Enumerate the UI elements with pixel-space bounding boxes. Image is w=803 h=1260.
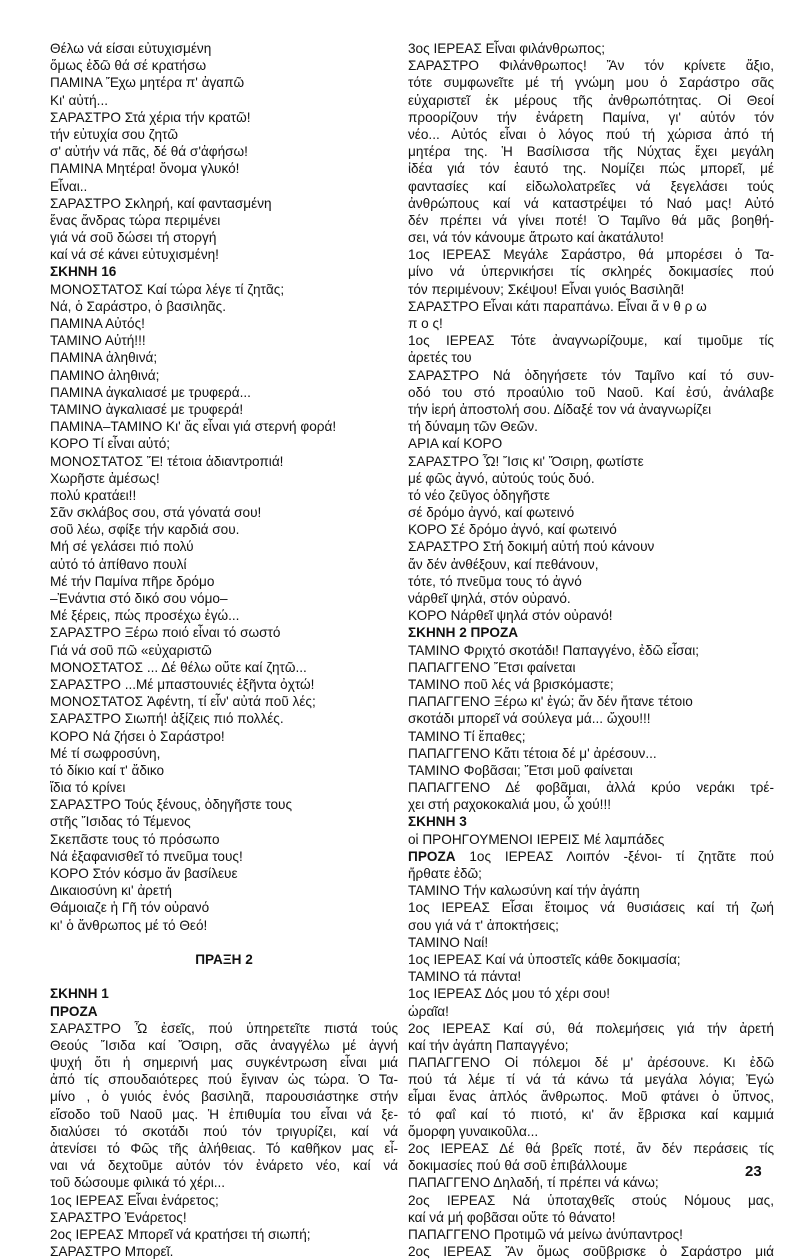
text-line: τήν ἱερή ἀποστολή σου. Δίδαξέ τον νά ἀναγνωρίζει [408,401,712,417]
text-line: ΠΑΜΙΝΑ Μητέρα! ὄνομα γλυκό! [50,161,240,177]
text-line: ΑΡΙΑ καί ΚΟΡΟ [408,436,503,452]
text-line: αὐτό τό ἀπίθανο πουλί [50,556,187,572]
text-line: Μέ τήν Παμίνα πῆρε δρόμο [50,573,215,589]
text-line: –Ἐνάντια στό δικό σου νόμο– [50,591,228,606]
text-line: ΣΑΡΑΣΤΡΟ Ξέρω ποιό εἶναι τό σωστό [50,625,281,641]
text-line: Δικαιοσύνη κι' ἀρετή [50,883,172,899]
text-line: 3ος ΙΕΡΕΑΣ Εἶναι φιλάνθρωπος; [408,41,606,56]
inline-heading: ΠΡΟΖΑ [408,848,456,864]
text-line: ἀρετές του [408,350,472,366]
text-line: ναι νά δεχτοῦμε αὐτόν τόν ἐνάρετο νέο, καί νά [50,1158,398,1174]
text-line: πολύ κρατάει!! [50,487,137,503]
text-line: ΠΑΜΙΝΟ ἀληθινά; [50,367,160,383]
text-line: 1ος ΙΕΡΕΑΣ Τότε ἀναγνωρίζουμε, καί τιμοῦμε τίς [408,333,774,349]
text-line: 1ος ΙΕΡΕΑΣ Εἶναι ἐνάρετος; [50,1192,219,1208]
text-line: εὐχαριστεῖ ἐκ μέρους τῆς ἀνθρωπότητας. Οἱ Θεοί [408,92,774,108]
text-line: ἤρθατε ἐδῶ; [408,866,482,881]
text-line: ΣΑΡΑΣΤΡΟ Στά χέρια τήν κρατῶ! [50,109,251,125]
right-text-column [408,40,774,1260]
text-line: ἄν δέν ἀνθέξουν, καί πεθάνουν, [408,556,599,572]
text-line: νάρθεῖ ψηλά, στόν οὐρανό. [408,591,571,606]
text-line: τό δίκιο καί τ' ἄδικο [50,762,165,778]
text-line: ΠΑΜΙΝΑ Αὐτός! [50,316,145,331]
text-line: ἀνθρώπους καί νά καταστρέψει τό Ναό μας! Αὐτό [408,195,774,211]
text-line: 2ος ΙΕΡΕΑΣ Νά ὑποταχθεῖς στούς Νόμους μας, [408,1192,774,1208]
text-line: ΣΑΡΑΣΤΡΟ Μπορεῖ. [50,1244,174,1260]
text-line: τότε, τό πνεῦμα τους τό ἀγνό [408,573,582,589]
text-line: ὅμως ἐδῶ θά σέ κρατήσω [50,58,207,74]
text-line: ΣΑΡΑΣΤΡΟ Ὦ! Ἴσις κι' Ὄσιρη, φωτίστε [408,453,644,469]
text-line: σου γιά νά τ' ἀποκτήσεις; [408,917,559,933]
section-heading: ΣΚΗΝΗ 16 [50,264,117,280]
text-line: ἰδέα γιά τόν ἑαυτό της. Νομίζει πώς μπορεῖ, μέ [408,161,774,177]
text-line: οἱ ΠΡΟΗΓΟΥΜΕΝΟΙ ΙΕΡΕΙΣ Μέ λαμπάδες [408,831,665,847]
text-line: ΠΑΠΑΓΓΕΝΟ Ξέρω κι' ἐγώ; ἄν δέν ἤτανε τέτοιο [408,694,693,710]
section-heading: ΠΡΑΞΗ 2 [195,951,253,967]
text-line: ΜΟΝΟΣΤΑΤΟΣ Ἔ! τέτοια ἀδιαντροπιά! [50,453,284,469]
text-line: ΣΑΡΑΣΤΡΟ Τούς ξένους, ὀδηγῆστε τους [50,797,293,813]
text-line: ΠΑΠΑΓΓΕΝΟ Οἱ πόλεμοι δέ μ' ἀρέσουνε. Κι ἐδῶ [408,1055,774,1071]
text-line: καί τήν ἀγάπη Παπαγγένο; [408,1037,569,1053]
text-line: δοκιμασίες πού θά σοῦ ἐπιβάλλουμε [408,1158,628,1174]
text-line: ΠΑΜΙΝΑ Ἔχω μητέρα π' ἀγαπῶ [50,75,245,91]
text-line: ΣΑΡΑΣΤΡΟ Ἐνάρετος! [50,1209,187,1225]
text-line: καί νά μή φοβᾶσαι οὔτε τό θάνατο! [408,1209,616,1225]
text-line: ΚΟΡΟ Νά ζήσει ὁ Σαράστρο! [50,728,225,744]
text-line: ὄμορφη γυναικοῦλα... [408,1123,539,1139]
text-line: μητέρα της. Ἡ Βασίλισσα τῆς Νύχτας ἔχει μεγάλη [408,144,774,160]
text-line: ΣΑΡΑΣΤΡΟ ...Μέ μπαστουνιές ἑξῆντα ὀχτώ! [50,676,315,692]
text-line: Κι' αὐτή... [50,92,109,108]
text-line: ΜΟΝΟΣΤΑΤΟΣ Καί τώρα λέγε τί ζητᾶς; [50,281,285,297]
text-line: ΠΑΜΙΝΑ–ΤΑΜΙΝΟ Κι' ἄς εἶναι γιά στερνή φορά! [50,419,337,435]
text-line: φαντασίες καί εἰδωλολατρεῖες νά ξεγελάσει τούς [408,178,774,194]
text-line: ΤΑΜΙΝΟ Αὐτή!!! [50,333,146,349]
text-line: τό φαΐ καί τό πιοτό, κι' ἄν ἔβρισκα καί καμμιά [408,1106,774,1122]
text-line: προορίζουν τήν ἐνάρετη Παμίνα, γι' αὐτόν τόν [408,109,774,125]
text-line: 1ος ΙΕΡΕΑΣ Καί νά ὑποστεῖς κάθε δοκιμασία; [408,951,681,967]
text-line: γιά νά σοῦ δώσει τή στοργή [50,230,217,246]
text-line: τότε συμφωνεῖτε μέ τή γνώμη μου ὁ Σαράστρο σᾶς [408,75,774,91]
text-line: ΤΑΜΙΝΟ τά πάντα! [408,969,522,985]
text-line [50,968,398,985]
text-line: Μέ ξέρεις, πώς προσέχω ἐγώ... [50,608,240,624]
text-line: ΚΟΡΟ Σέ δρόμο ἀγνό, καί φωτεινό [408,522,617,538]
text-line: ΣΑΡΑΣΤΡΟ Εἶναι κάτι παραπάνω. Εἶναι ἄ ν θ ρ ω [408,298,707,314]
text-line: ΣΑΡΑΣΤΡΟ Ὦ ἐσεῖς, πού ὑπηρετεῖτε πιστά τούς [50,1020,398,1036]
text-line: ΚΟΡΟ Τί εἶναι αὐτό; [50,436,171,452]
text-line: εἶμαι ἕνας ἁπλός ἄνθρωπος. Μοῦ φτάνει ὁ ὕπνος, [408,1089,774,1105]
text-line: ΜΟΝΟΣΤΑΤΟΣ ... Δέ θέλω οὔτε καί ζητῶ... [50,659,307,675]
text-line: 2ος ΙΕΡΕΑΣ Μπορεῖ νά κρατήσει τή σιωπή; [50,1226,311,1242]
text-line: Σᾶν σκλάβος σου, στά γόνατά σου! [50,505,262,521]
text-line: ψυχή ὅτι ἡ σημερινή μας συγκέντρωση εἶναι μιά [50,1055,398,1071]
text-line: ΤΑΜΙΝΟ ποῦ λές νά βρισκόμαστε; [408,676,614,692]
text-line: ἕνας ἄνδρας τώρα περιμένει [50,212,221,228]
text-line: Εἶναι.. [50,178,88,194]
text-line: ΠΑΠΑΓΓΕΝΟ Κἄτι τέτοια δέ μ' ἀρέσουν... [408,745,657,761]
section-heading: ΣΚΗΝΗ 1 [50,986,109,1002]
text-line: ΠΑΠΑΓΓΕΝΟ Δέ φοβᾶμαι, ἀλλά κρύο νεράκι τρέ- [408,780,774,796]
text-line: ἀτενίσει τό Φῶς τῆς ἀλήθειας. Τό καθῆκον μας εἶ- [50,1141,398,1156]
text-line: σει, νά τόν κάνουμε ἄτρωτο καί ἀκατάλυτο! [408,230,664,246]
text-line: Μή σέ γελάσει πιό πολύ [50,539,194,555]
text-line: Σκεπᾶστε τους τό πρόσωπο [50,831,220,847]
text-line: εἴσοδο τοῦ Ναοῦ μας. Ἡ ἐπιθυμία του εἶναι νά ξε- [50,1106,398,1122]
text-line: Νά, ὁ Σαράστρο, ὁ βασιληᾶς. [50,298,226,314]
text-line: ἀπό τίς σπουδαιότερες πού ἔγιναν ὡς τώρα. Ὁ Τα- [50,1072,398,1088]
text-line [50,934,398,951]
text-line: διαλύσει τό σκοτάδι πού τόν τριγυρίζει, καί νά [50,1123,398,1139]
text-line: ΣΑΡΑΣΤΡΟ Στή δοκιμή αὐτή πού κάνουν [408,539,655,555]
text-line: τήν εὐτυχία σου ζητῶ [50,126,179,142]
text-line: ΠΑΜΙΝΑ ἀληθινά; [50,350,158,366]
section-heading: ΣΚΗΝΗ 3 [408,814,467,830]
text-line: τή δύναμη τῶν Θεῶν. [408,419,538,435]
text-line: ὡραῖα! [408,1003,449,1019]
text-line: ΤΑΜΙΝΟ Ναί! [408,934,489,950]
text-line: ΣΑΡΑΣΤΡΟ Σκληρή, καί φαντασμένη [50,195,272,211]
text-line: πού τά λέμε τί νά τά κάνω τά μεγάλα λόγια; Ἐγώ [408,1072,774,1088]
text-line: Θάμοιαζε ἡ Γῆ τόν οὐρανό [50,900,210,916]
text-line: 2ος ΙΕΡΕΑΣ Καί σύ, θά πολεμήσεις γιά τήν ἀρετή [408,1020,774,1036]
section-heading: ΣΚΗΝΗ 2 ΠΡΟΖΑ [408,625,519,641]
text-line: σοῦ λέω, σφίξε τήν καρδιά σου. [50,522,240,538]
text-line: ΠΡΟΖΑ 1ος ΙΕΡΕΑΣ Λοιπόν -ξένοι- τί ζητᾶτε πού [408,848,774,864]
text-line: σ' αὐτήν νά πᾶς, δέ θά σ'ἀφήσω! [50,144,248,160]
text-line: ΤΑΜΙΝΟ Τί ἔπαθες; [408,728,526,744]
text-line: ΠΑΠΑΓΓΕΝΟ Προτιμῶ νά μείνω ἀνύπαντρος! [408,1226,683,1242]
text-line: δέν πρέπει νά γίνει ποτέ! Ὁ Ταμῖνο θά μᾶς βοηθή- [408,212,774,228]
text-line: μέ φῶς ἀγνό, αὐτούς τούς δυό. [408,470,595,486]
text-line: τό νέο ζεῦγος ὁδηγῆστε [408,487,550,503]
text-line: Μέ τί σωφροσύνη, [50,745,161,761]
text-line: Θέλω νά είσαι εὐτυχισμένη [50,41,212,56]
text-line: χει στή ραχοκοκαλιά μου, ὦ χού!!! [408,797,612,813]
text-line: ΤΑΜΙΝΟ Φριχτό σκοτάδι! Παπαγγένο, ἐδῶ εἶσαι; [408,642,700,658]
text-line: κι' ὁ ἄνθρωπος μέ τό Θεό! [50,917,208,933]
text-line: τοῦ δώσουμε φιλικά τό χέρι... [50,1175,226,1191]
text-line: ΜΟΝΟΣΤΑΤΟΣ Ἀφέντη, τί εἶν' αὐτά ποῦ λές; [50,694,316,710]
text-line: 1ος ΙΕΡΕΑΣ Εἶσαι ἕτοιμος νά θυσιάσεις καί τή ζωή [408,900,774,916]
text-line: καί νά σέ κάνει εὐτυχισμένη! [50,247,219,263]
text-line: τόν περιμένουν; Σκέψου! Εἶναι γυιός Βασιληᾶ! [408,281,685,297]
text-line: οδό του στό προαύλιο τοῦ Ναοῦ. Καί ἐσύ, ἀνάλαβε [408,384,774,400]
text-line: μίνο , ὁ γυιός ἑνός βασιληᾶ, παρουσιάστηκε στήν [50,1089,398,1105]
page-number: 23 [745,1163,762,1180]
text-line: Θεούς Ἴσιδα καί Ὄσιρη, σᾶς ἀναγγέλω μέ ἀγνή [50,1037,398,1053]
text-line: μίνο νά ὑπερνικήσει τίς σκληρές δοκιμασίες πού [408,264,774,280]
text-line: ΠΑΜΙΝΑ ἀγκαλιασέ με τρυφερά... [50,384,251,400]
text-line: νέο... Αὐτός εἶναι ὁ λόγος πού τή χώρισα ἀπό τή [408,126,774,142]
text-line: ΚΟΡΟ Νάρθεῖ ψηλά στόν οὐρανό! [408,608,613,624]
text-line: Γιά νά σοῦ πῶ «εὐχαριστῶ [50,642,212,658]
section-heading: ΠΡΟΖΑ [50,1003,98,1019]
text-line: ΤΑΜΙΝΟ Τήν καλωσύνη καί τήν ἀγάπη [408,883,640,899]
text-line: ΣΑΡΑΣΤΡΟ Φιλάνθρωπος! Ἄν τόν κρίνετε ἄξιο, [408,58,774,74]
text-line: 1ος ΙΕΡΕΑΣ Μεγάλε Σαράστρο, θά μπορέσει ὁ Τα- [408,247,774,263]
text-line: ΤΑΜΙΝΟ Φοβᾶσαι; Ἔτσι μοῦ φαίνεται [408,762,633,778]
text-line: σκοτάδι μπορεῖ νά σούλεγα μά... ὤχου!!! [408,711,651,727]
text-line: στῆς Ἴσιδας τό Τέμενος [50,814,191,830]
text-line: ΤΑΜΙΝΟ ἀγκαλιασέ με τρυφερά! [50,401,244,417]
text-line: 2ος ΙΕΡΕΑΣ Ἄν ὅμως σοῦβρισκε ὁ Σαράστρο μιά [408,1244,774,1260]
text-line: 1ος ΙΕΡΕΑΣ Δός μου τό χέρι σου! [408,986,611,1002]
text-line: Νά ἐξαφανισθεῖ τό πνεῦμα τους! [50,848,243,864]
text-line: π ο ς! [408,316,443,331]
text-line: 2ος ΙΕΡΕΑΣ Δέ θά βρεῖς ποτέ, ἄν δέν περάσεις τίς [408,1141,774,1156]
text-line: ΠΑΠΑΓΓΕΝΟ Ἔτσι φαίνεται [408,659,576,675]
text-line: ΣΑΡΑΣΤΡΟ Σιωπή! ἀξίζεις πιό πολλές. [50,711,284,727]
text-line: ἴδια τό κρίνει [50,780,126,796]
left-text-column [50,40,398,1260]
text-line: ΠΑΠΑΓΓΕΝΟ Δηλαδή, τί πρέπει νά κάνω; [408,1175,659,1191]
text-line: ΚΟΡΟ Στόν κόσμο ἄν βασίλευε [50,866,238,881]
text-line: Χωρῆστε ἀμέσως! [50,470,160,486]
text-line: σέ δρόμο ἀγνό, καί φωτεινό [408,505,575,521]
text-line: ΣΑΡΑΣΤΡΟ Νά ὁδηγήσετε τόν Ταμῖνο καί τό συν- [408,367,774,383]
